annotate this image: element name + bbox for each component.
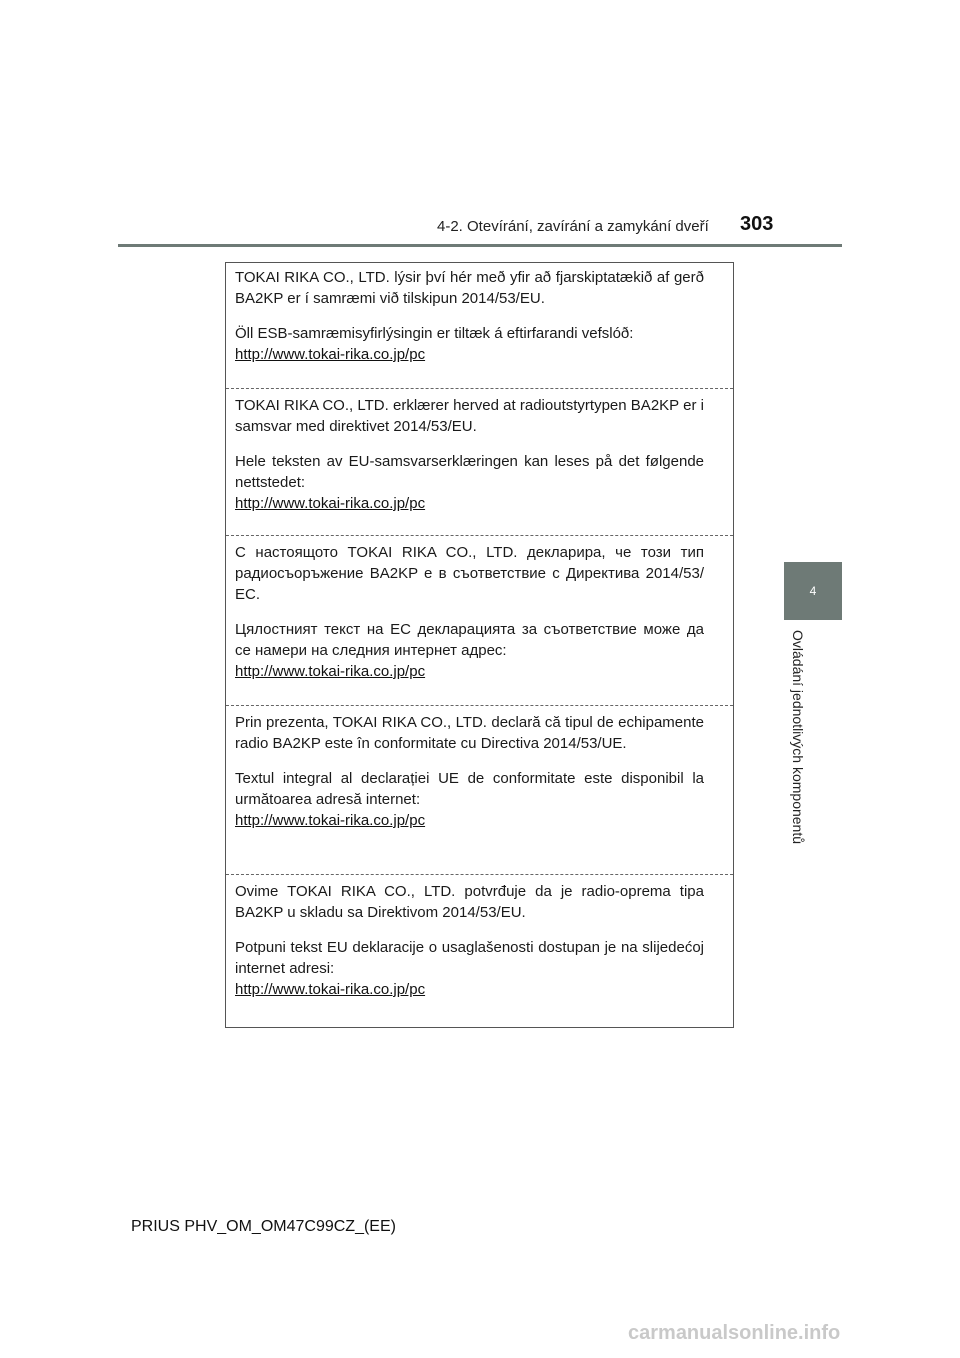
declaration-info: Öll ESB-samræmisyfirlýsingin er tiltæk á eftirfarandi vefslóð: — [235, 325, 634, 342]
declaration-info: Hele teksten av EU-samsvarserklæringen kan leses på det følgende nettstedet: — [235, 453, 704, 491]
document-id: PRIUS PHV_OM_OM47C99CZ_(EE) — [131, 1218, 396, 1235]
declaration-link[interactable]: http://www.tokai-rika.co.jp/pc — [235, 812, 426, 829]
declaration-box — [225, 262, 734, 1028]
declaration-block-bulgarian — [226, 535, 733, 682]
declaration-block-norwegian — [226, 388, 733, 514]
declaration-block-croatian — [226, 874, 733, 1000]
declaration-text: С настоящото TOKAI RIKA CO., LTD. декларира, че този тип радиосъоръжение BA2KP е в съответствие с Директива 2014/53/ЕС. — [235, 544, 704, 603]
declaration-info: Potpuni tekst EU deklaracije o usaglašenosti dostupan je na slijedećoj internet adresi: — [235, 939, 704, 977]
declaration-link[interactable]: http://www.tokai-rika.co.jp/pc — [235, 346, 426, 363]
declaration-link[interactable]: http://www.tokai-rika.co.jp/pc — [235, 663, 426, 680]
declaration-info: Цялостният текст на ЕС декларацията за съответствие може да се намери на следния интернет адрес: — [235, 621, 704, 659]
declaration-text: TOKAI RIKA CO., LTD. lýsir því hér með yfir að fjarskiptatækið af gerð BA2KP er í samræmi við tilskipun 2014/53/EU. — [235, 269, 704, 307]
header-rule — [118, 244, 842, 247]
section-title: 4-2. Otevírání, zavírání a zamykání dveří — [437, 218, 709, 235]
declaration-info: Textul integral al declarației UE de conformitate este disponibil la următoarea adresă internet: — [235, 770, 704, 808]
page-number: 303 — [740, 213, 774, 235]
declaration-block-icelandic — [226, 267, 733, 365]
watermark: carmanualsonline.info — [628, 1322, 841, 1344]
declaration-block-romanian — [226, 705, 733, 831]
chapter-title: Ovládání jednotlivých komponentů — [790, 630, 806, 845]
declaration-text: TOKAI RIKA CO., LTD. erklærer herved at radioutstyrtypen BA2KP er i samsvar med direktivet 2014/53/EU. — [235, 397, 704, 435]
declaration-text: Ovime TOKAI RIKA CO., LTD. potvrđuje da je radio-oprema tipa BA2KP u skladu sa Direktivom 2014/53/EU. — [235, 883, 704, 921]
declaration-link[interactable]: http://www.tokai-rika.co.jp/pc — [235, 981, 426, 998]
declaration-link[interactable]: http://www.tokai-rika.co.jp/pc — [235, 495, 426, 512]
chapter-tab: 4 — [784, 562, 842, 620]
declaration-text: Prin prezenta, TOKAI RIKA CO., LTD. declară că tipul de echipamente radio BA2KP este în conformitate cu Directiva 2014/53/UE. — [235, 714, 704, 752]
